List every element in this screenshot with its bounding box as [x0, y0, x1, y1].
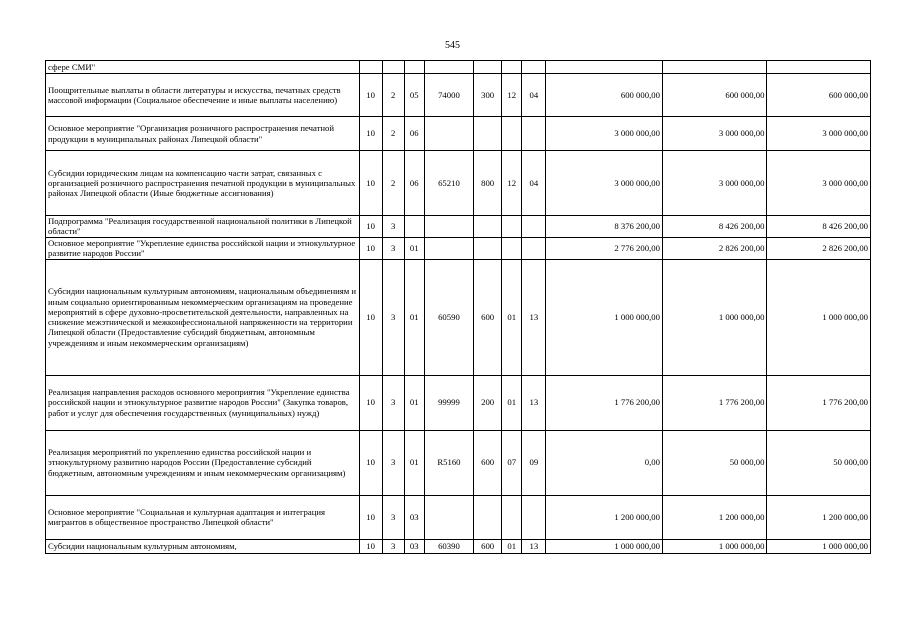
row-description: Реализация мероприятий по укреплению единства российской нации и этнокультурному развитию народов России (Предоставление субсидий бюджетным, автономным учреждениям и иным некоммерческим организациям) — [46, 430, 360, 495]
code-cell — [522, 237, 546, 259]
amount-cell: 8 426 200,00 — [767, 216, 871, 238]
amount-cell: 1 200 000,00 — [546, 495, 663, 539]
code-cell: 200 — [474, 375, 502, 430]
code-cell: 01 — [502, 539, 522, 553]
code-cell: 74000 — [424, 74, 473, 117]
code-cell: 2 — [382, 117, 404, 151]
table-row — [46, 117, 871, 151]
code-cell: 10 — [359, 74, 382, 117]
code-cell — [474, 117, 502, 151]
code-cell — [522, 61, 546, 74]
code-cell — [424, 117, 473, 151]
code-cell: 3 — [382, 259, 404, 375]
code-cell: 65210 — [424, 151, 473, 216]
amount-cell: 3 000 000,00 — [767, 151, 871, 216]
row-description: Поощрительные выплаты в области литературы и искусства, печатных средств массовой информации (Социальное обеспечение и иные выплаты населению) — [46, 74, 360, 117]
table-row — [46, 74, 871, 117]
amount-cell: 1 000 000,00 — [662, 539, 767, 553]
code-cell — [424, 216, 473, 238]
code-cell: 10 — [359, 539, 382, 553]
table-row — [46, 539, 871, 553]
amount-cell: 50 000,00 — [767, 430, 871, 495]
amount-cell: 600 000,00 — [662, 74, 767, 117]
code-cell: 09 — [522, 430, 546, 495]
code-cell: 01 — [404, 259, 424, 375]
amount-cell: 1 200 000,00 — [662, 495, 767, 539]
code-cell: 01 — [404, 430, 424, 495]
code-cell: 06 — [404, 151, 424, 216]
amount-cell: 2 826 200,00 — [767, 237, 871, 259]
code-cell: 10 — [359, 151, 382, 216]
table-row — [46, 495, 871, 539]
code-cell — [474, 216, 502, 238]
amount-cell: 3 000 000,00 — [662, 151, 767, 216]
amount-cell: 8 376 200,00 — [546, 216, 663, 238]
row-description: сфере СМИ" — [46, 61, 360, 74]
code-cell — [522, 117, 546, 151]
code-cell: 10 — [359, 237, 382, 259]
code-cell: 03 — [404, 495, 424, 539]
page-number: 545 — [445, 40, 460, 51]
code-cell: 10 — [359, 216, 382, 238]
code-cell: 03 — [404, 539, 424, 553]
code-cell — [474, 61, 502, 74]
amount-cell — [546, 61, 663, 74]
amount-cell: 1 776 200,00 — [546, 375, 663, 430]
code-cell — [404, 61, 424, 74]
code-cell: 2 — [382, 74, 404, 117]
code-cell: 3 — [382, 237, 404, 259]
code-cell: 600 — [474, 259, 502, 375]
amount-cell: 600 000,00 — [767, 74, 871, 117]
code-cell: 600 — [474, 430, 502, 495]
code-cell: 07 — [502, 430, 522, 495]
amount-cell: 2 776 200,00 — [546, 237, 663, 259]
row-description: Реализация направления расходов основного мероприятия "Укрепление единства российской нации и этнокультурное развитие народов России" (Закупка товаров, работ и услуг для обеспечения государственных (муниципальных) нужд) — [46, 375, 360, 430]
code-cell: 04 — [522, 74, 546, 117]
amount-cell — [767, 61, 871, 74]
code-cell — [522, 216, 546, 238]
amount-cell: 3 000 000,00 — [767, 117, 871, 151]
row-description: Субсидии национальным культурным автономиям, национальным объединениям и иным социально ориентированным некоммерческим организациям на проведение мероприятий в сфере духовно-просветительской деятельности, направленных на снижение межэтнической и межконфессиональной напряженности на территории Липецкой области (Предоставление субсидий бюджетным, автономным учреждениям и иным некоммерческим организациям) — [46, 259, 360, 375]
code-cell: 10 — [359, 375, 382, 430]
code-cell — [424, 495, 473, 539]
code-cell: 05 — [404, 74, 424, 117]
amount-cell: 2 826 200,00 — [662, 237, 767, 259]
code-cell — [382, 61, 404, 74]
code-cell: 01 — [502, 375, 522, 430]
code-cell: 300 — [474, 74, 502, 117]
table-row — [46, 430, 871, 495]
code-cell: 3 — [382, 495, 404, 539]
amount-cell: 1 000 000,00 — [546, 539, 663, 553]
code-cell: 04 — [522, 151, 546, 216]
amount-cell: 600 000,00 — [546, 74, 663, 117]
amount-cell: 1 000 000,00 — [767, 259, 871, 375]
amount-cell: 50 000,00 — [662, 430, 767, 495]
amount-cell: 3 000 000,00 — [546, 117, 663, 151]
code-cell — [502, 117, 522, 151]
row-description: Основное мероприятие "Социальная и культурная адаптация и интеграция мигрантов в общественное пространство Липецкой области" — [46, 495, 360, 539]
code-cell: R5160 — [424, 430, 473, 495]
code-cell: 60390 — [424, 539, 473, 553]
code-cell — [424, 237, 473, 259]
budget-table-body — [46, 61, 871, 554]
budget-table — [45, 60, 871, 554]
code-cell: 10 — [359, 117, 382, 151]
code-cell — [502, 216, 522, 238]
code-cell: 3 — [382, 539, 404, 553]
table-row — [46, 375, 871, 430]
row-description: Субсидии национальным культурным автономиям, — [46, 539, 360, 553]
row-description: Субсидии юридическим лицам на компенсацию части затрат, связанных с организацией розничного распространения печатной продукции в муниципальных районах Липецкой области (Иные бюджетные ассигнования) — [46, 151, 360, 216]
amount-cell: 1 776 200,00 — [662, 375, 767, 430]
code-cell — [502, 237, 522, 259]
code-cell: 10 — [359, 495, 382, 539]
code-cell: 3 — [382, 430, 404, 495]
amount-cell: 1 200 000,00 — [767, 495, 871, 539]
row-description: Основное мероприятие "Укрепление единства российской нации и этнокультурное развитие народов России" — [46, 237, 360, 259]
code-cell: 600 — [474, 539, 502, 553]
code-cell: 10 — [359, 259, 382, 375]
code-cell: 12 — [502, 74, 522, 117]
code-cell — [522, 495, 546, 539]
code-cell: 60590 — [424, 259, 473, 375]
row-description: Подпрограмма "Реализация государственной национальной политики в Липецкой области" — [46, 216, 360, 238]
code-cell: 800 — [474, 151, 502, 216]
table-row — [46, 61, 871, 74]
row-description: Основное мероприятие "Организация розничного распространения печатной продукции в муниципальных районах Липецкой области" — [46, 117, 360, 151]
amount-cell: 1 000 000,00 — [767, 539, 871, 553]
code-cell: 13 — [522, 539, 546, 553]
code-cell: 10 — [359, 430, 382, 495]
code-cell: 06 — [404, 117, 424, 151]
amount-cell: 8 426 200,00 — [662, 216, 767, 238]
code-cell — [424, 61, 473, 74]
amount-cell: 3 000 000,00 — [662, 117, 767, 151]
code-cell: 13 — [522, 259, 546, 375]
table-row — [46, 216, 871, 238]
amount-cell — [662, 61, 767, 74]
code-cell: 3 — [382, 216, 404, 238]
table-row — [46, 259, 871, 375]
table-row — [46, 151, 871, 216]
amount-cell: 1 000 000,00 — [662, 259, 767, 375]
code-cell: 99999 — [424, 375, 473, 430]
code-cell: 3 — [382, 375, 404, 430]
amount-cell: 0,00 — [546, 430, 663, 495]
code-cell: 2 — [382, 151, 404, 216]
code-cell — [359, 61, 382, 74]
code-cell: 13 — [522, 375, 546, 430]
amount-cell: 1 776 200,00 — [767, 375, 871, 430]
code-cell — [404, 216, 424, 238]
code-cell — [474, 237, 502, 259]
amount-cell: 3 000 000,00 — [546, 151, 663, 216]
code-cell: 01 — [404, 237, 424, 259]
code-cell — [502, 61, 522, 74]
code-cell — [502, 495, 522, 539]
code-cell: 01 — [502, 259, 522, 375]
table-row — [46, 237, 871, 259]
code-cell: 12 — [502, 151, 522, 216]
code-cell: 01 — [404, 375, 424, 430]
amount-cell: 1 000 000,00 — [546, 259, 663, 375]
code-cell — [474, 495, 502, 539]
